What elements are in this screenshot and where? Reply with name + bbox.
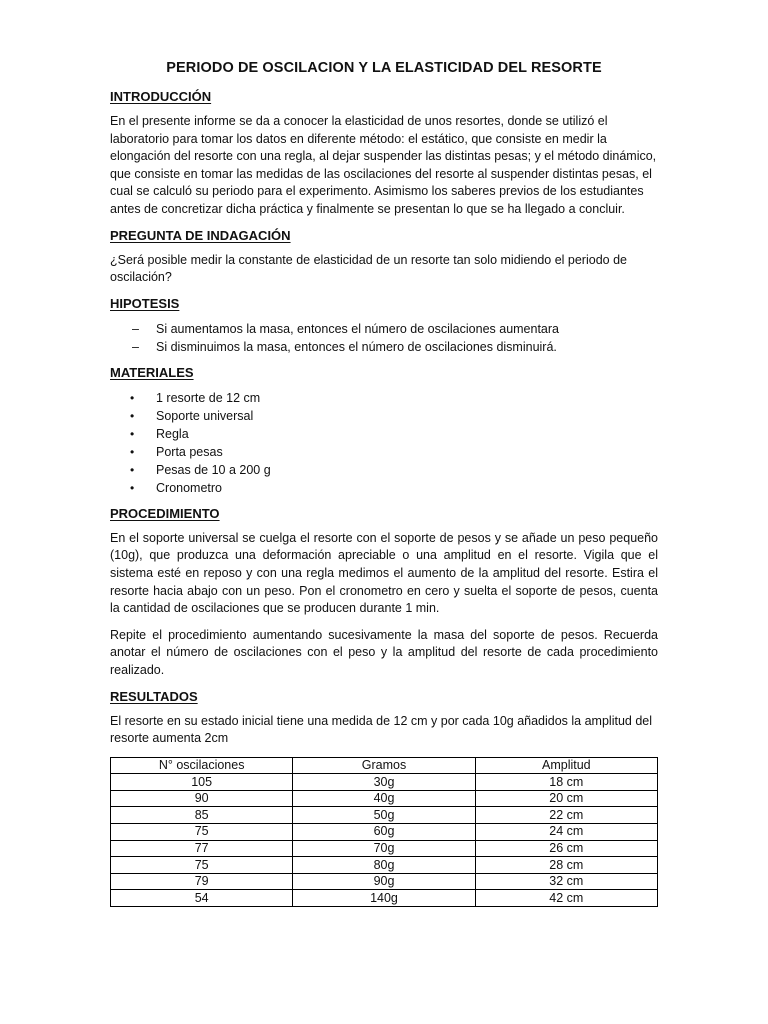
procedimiento-paragraph: En el soporte universal se cuelga el resorte con el soporte de pesos y se añade un peso pequeño (10g), que produzca una deformación apreciable o una amplitud en el resorte. Vigila que el sistema esté en reposo y con una regla medimos el aumento de la amplitud del resorte. Estira el resorte hacia abajo con un peso. Pon el cronometro en cero y suelta el soporte de pesos, cuenta la cantidad de oscilaciones que se producen durante 1 min. bbox=[110, 530, 658, 616]
resultados-paragraph: El resorte en su estado inicial tiene una medida de 12 cm y por cada 10g añadidos la amplitud del resorte aumenta 2cm bbox=[110, 713, 653, 746]
table-cell: 42 cm bbox=[475, 890, 657, 907]
table-row bbox=[111, 807, 658, 824]
column-header: Gramos bbox=[293, 757, 475, 774]
column-header: Amplitud bbox=[475, 757, 657, 774]
table-row bbox=[111, 840, 658, 857]
pregunta-paragraph: ¿Será posible medir la constante de elasticidad de un resorte tan solo midiendo el periodo de oscilación? bbox=[110, 252, 627, 285]
list-item bbox=[110, 320, 658, 338]
table-row bbox=[111, 857, 658, 874]
document-title: PERIODO DE OSCILACION Y LA ELASTICIDAD DEL RESORTE bbox=[166, 60, 602, 76]
table-cell: 54 bbox=[111, 890, 293, 907]
bullet-marker: • bbox=[130, 390, 135, 405]
table-cell: 75 bbox=[111, 824, 293, 841]
bullet-marker: • bbox=[130, 444, 135, 459]
list-item bbox=[110, 389, 658, 407]
list-item bbox=[110, 407, 658, 425]
list-item bbox=[110, 443, 658, 461]
list-item bbox=[110, 461, 658, 479]
table-cell: 79 bbox=[111, 873, 293, 890]
bullet-marker: • bbox=[130, 480, 135, 495]
list-item-text: Pesas de 10 a 200 g bbox=[156, 462, 271, 477]
dash-marker: – bbox=[132, 321, 139, 336]
table-cell: 18 cm bbox=[475, 774, 657, 791]
section-heading-hipotesis: HIPOTESIS bbox=[110, 295, 180, 311]
list-item-text: Si aumentamos la masa, entonces el número de oscilaciones aumentara bbox=[156, 321, 559, 336]
table-cell: 22 cm bbox=[475, 807, 657, 824]
table-cell: 90 bbox=[111, 790, 293, 807]
table-cell: 40g bbox=[293, 790, 475, 807]
table-cell: 140g bbox=[293, 890, 475, 907]
hipotesis-list bbox=[110, 320, 658, 356]
bullet-marker: • bbox=[130, 408, 135, 423]
table-row bbox=[111, 774, 658, 791]
table-cell: 26 cm bbox=[475, 840, 657, 857]
list-item-text: Si disminuimos la masa, entonces el número de oscilaciones disminuirá. bbox=[156, 339, 557, 354]
list-item-text: 1 resorte de 12 cm bbox=[156, 390, 261, 405]
list-item bbox=[110, 338, 658, 356]
table-cell: 32 cm bbox=[475, 873, 657, 890]
table-cell: 90g bbox=[293, 873, 475, 890]
bullet-marker: • bbox=[130, 462, 135, 477]
table-cell: 60g bbox=[293, 824, 475, 841]
table-row bbox=[111, 890, 658, 907]
table-row bbox=[111, 790, 658, 807]
table-cell: 77 bbox=[111, 840, 293, 857]
list-item-text: Regla bbox=[156, 426, 189, 441]
table-cell: 70g bbox=[293, 840, 475, 857]
table-row bbox=[111, 824, 658, 841]
table-cell: 20 cm bbox=[475, 790, 657, 807]
list-item bbox=[110, 425, 658, 443]
table-cell: 30g bbox=[293, 774, 475, 791]
table-cell: 85 bbox=[111, 807, 293, 824]
table-cell: 50g bbox=[293, 807, 475, 824]
table-cell: 24 cm bbox=[475, 824, 657, 841]
procedimiento-paragraph: Repite el procedimiento aumentando sucesivamente la masa del soporte de pesos. Recuerda anotar el número de oscilaciones con el peso y la amplitud del resorte de cada procedimiento realizado. bbox=[110, 627, 658, 677]
table-row bbox=[111, 873, 658, 890]
section-heading-materiales: MATERIALES bbox=[110, 364, 194, 380]
section-heading-pregunta: PREGUNTA DE INDAGACIÓN bbox=[110, 227, 291, 243]
column-header: N° oscilaciones bbox=[111, 757, 293, 774]
table-cell: 80g bbox=[293, 857, 475, 874]
section-heading-resultados: RESULTADOS bbox=[110, 688, 198, 704]
materiales-list bbox=[110, 389, 658, 497]
list-item bbox=[110, 479, 658, 497]
list-item-text: Soporte universal bbox=[156, 408, 254, 423]
resultados-table bbox=[110, 757, 658, 907]
table-cell: 28 cm bbox=[475, 857, 657, 874]
section-heading-procedimiento: PROCEDIMIENTO bbox=[110, 505, 220, 521]
introduccion-paragraph: En el presente informe se da a conocer la elasticidad de unos resortes, donde se utilizó el laboratorio para tomar los datos en diferente método: el estático, que consiste en medir la elongación del resorte con una regla, al dejar suspender las distintas pesas; y el método dinámico, que consiste en tomar las medidas de las oscilaciones del resorte al suspender distintas pesas, el cual se calculó su periodo para el experimento. Asimismo los saberes previos de los estudiantes antes de concretizar dicha práctica y finalmente se presentan lo que se ha llegado a concluir. bbox=[110, 114, 657, 216]
dash-marker: – bbox=[132, 339, 139, 354]
table-header-row bbox=[111, 757, 658, 774]
table-cell: 75 bbox=[111, 857, 293, 874]
list-item-text: Porta pesas bbox=[156, 444, 223, 459]
section-heading-introduccion: INTRODUCCIÓN bbox=[110, 89, 212, 104]
list-item-text: Cronometro bbox=[156, 480, 222, 495]
table-cell: 105 bbox=[111, 774, 293, 791]
bullet-marker: • bbox=[130, 426, 135, 441]
